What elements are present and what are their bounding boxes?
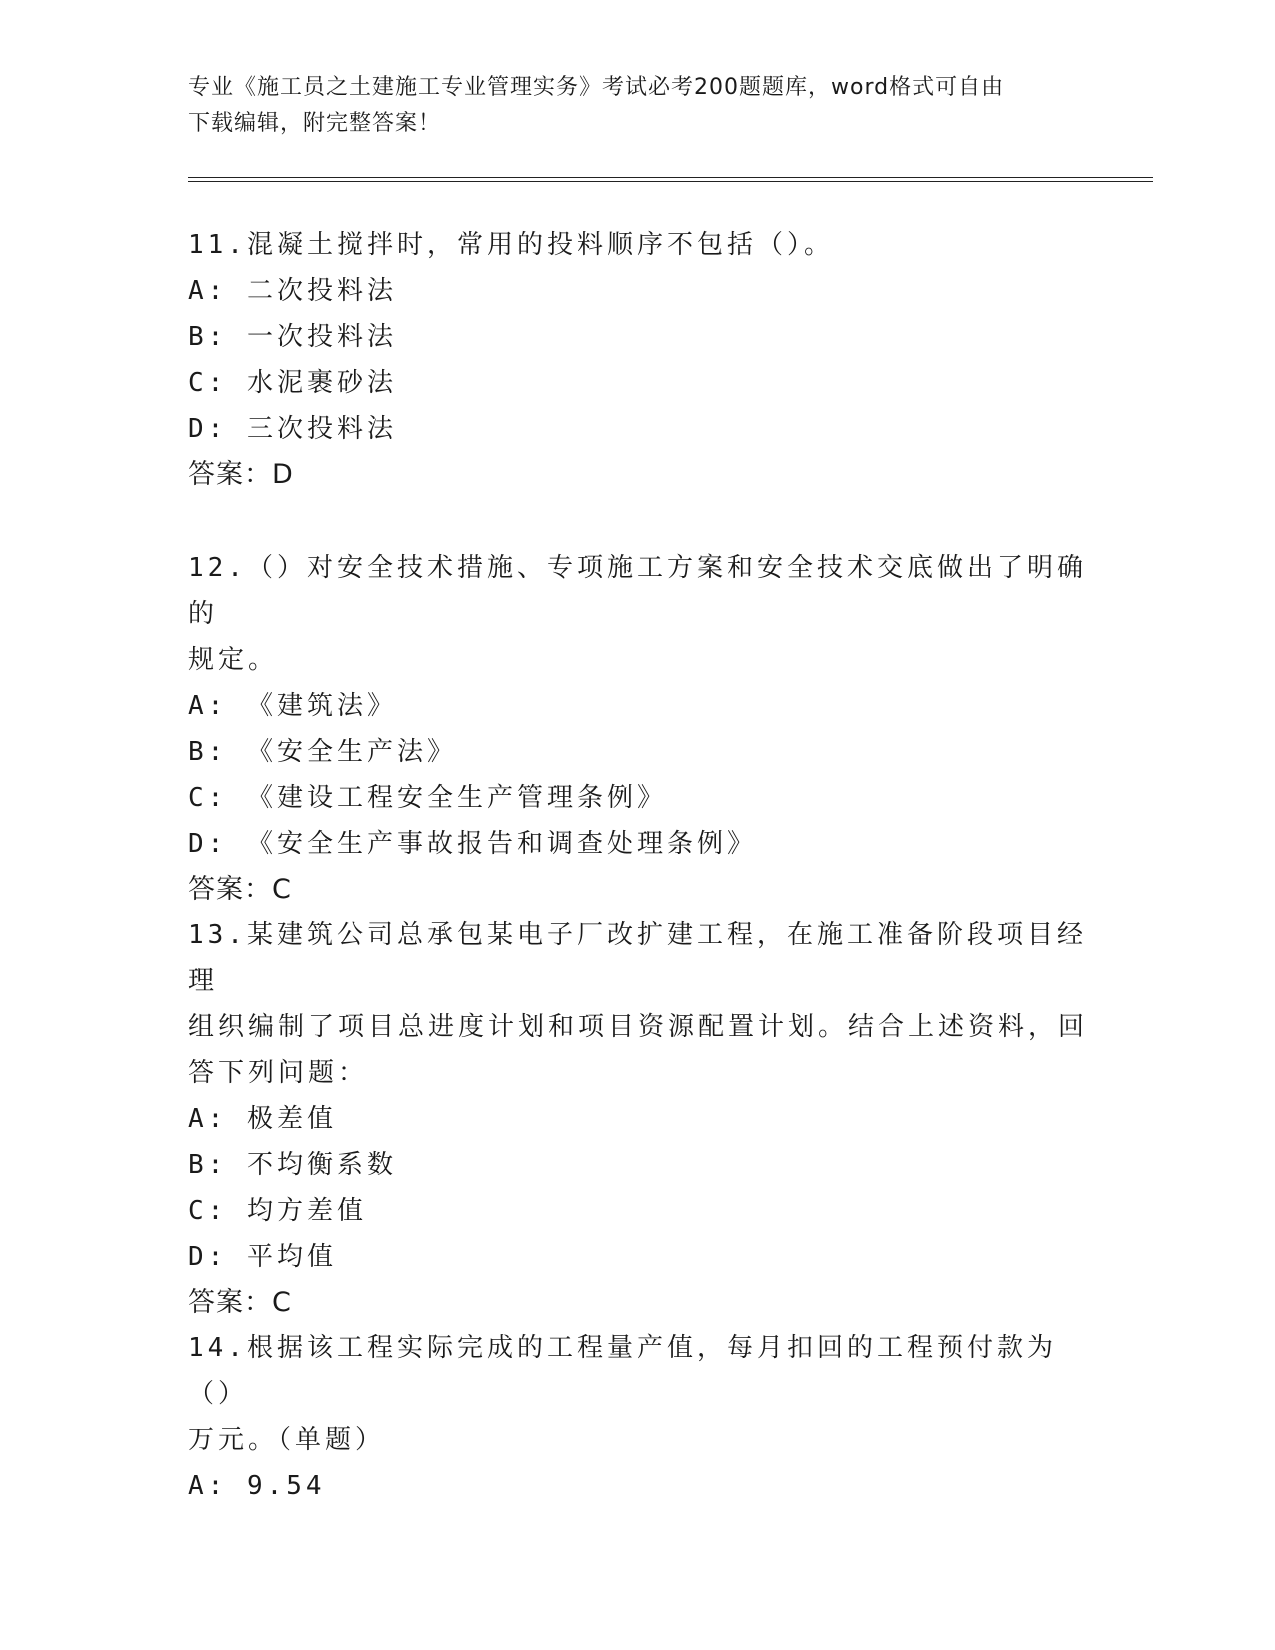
option-d: D: 平均值 xyxy=(188,1242,337,1272)
answer: 答案：C xyxy=(188,1287,292,1318)
answer: 答案：D xyxy=(188,459,294,490)
question-stem: 规定。 xyxy=(188,645,279,675)
question-stem: 12.（）对安全技术措施、专项施工方案和安全技术交底做出了明确的 xyxy=(188,553,1087,629)
question-13 xyxy=(188,912,1088,1326)
question-stem: 答下列问题： xyxy=(188,1058,369,1088)
question-stem: 13.某建筑公司总承包某电子厂改扩建工程，在施工准备阶段项目经理 xyxy=(188,920,1087,996)
question-14 xyxy=(188,1325,1088,1509)
option-d: D: 《安全生产事故报告和调查处理条例》 xyxy=(188,829,757,859)
header-divider xyxy=(188,181,1153,182)
question-stem: 14.根据该工程实际完成的工程量产值，每月扣回的工程预付款为（） xyxy=(188,1333,1057,1409)
option-c: C: 《建设工程安全生产管理条例》 xyxy=(188,783,667,813)
option-c: C: 均方差值 xyxy=(188,1196,367,1226)
header-line-2: 下载编辑，附完整答案！ xyxy=(188,111,442,136)
option-a: A: 《建筑法》 xyxy=(188,691,397,721)
answer: 答案：C xyxy=(188,874,292,905)
question-stem: 11.混凝土搅拌时，常用的投料顺序不包括（）。 xyxy=(188,230,834,260)
question-11 xyxy=(188,222,1088,498)
option-a: A: 二次投料法 xyxy=(188,276,397,306)
option-c: C: 水泥裹砂法 xyxy=(188,368,397,398)
header-divider xyxy=(188,177,1153,178)
option-a: A: 9.54 xyxy=(188,1471,326,1501)
header-line-1: 专业《施工员之土建施工专业管理实务》考试必考200题题库，word格式可自由 xyxy=(188,75,1005,100)
option-b: B: 不均衡系数 xyxy=(188,1150,397,1180)
question-12 xyxy=(188,545,1088,913)
question-stem: 万元。（单题） xyxy=(188,1425,386,1455)
option-b: B: 一次投料法 xyxy=(188,322,397,352)
option-b: B: 《安全生产法》 xyxy=(188,737,457,767)
document-header xyxy=(188,70,1088,142)
option-d: D: 三次投料法 xyxy=(188,414,397,444)
option-a: A: 极差值 xyxy=(188,1104,337,1134)
question-stem: 组织编制了项目总进度计划和项目资源配置计划。结合上述资料，回 xyxy=(188,1012,1089,1042)
